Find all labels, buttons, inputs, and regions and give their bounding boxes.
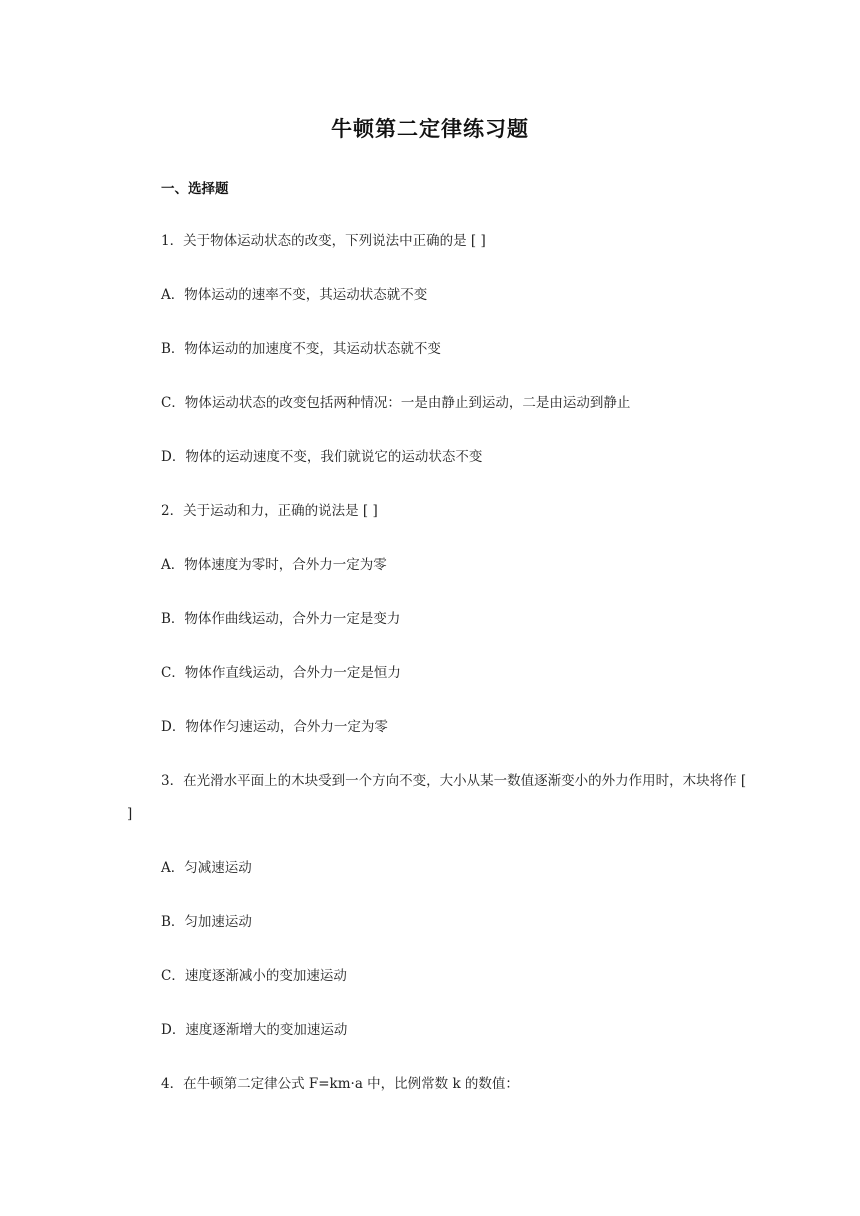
question-2-option-b: B．物体作曲线运动，合外力一定是变力: [161, 611, 401, 627]
question-4-stem: 4．在牛顿第二定律公式 F=km·a 中，比例常数 k 的数值：: [161, 1076, 519, 1092]
question-1-stem: 1．关于物体运动状态的改变，下列说法中正确的是 [ ]: [161, 233, 486, 249]
question-3-option-a: A．匀减速运动: [161, 860, 252, 876]
document-title: 牛顿第二定律练习题: [331, 117, 529, 141]
question-3-option-b: B．匀加速运动: [161, 914, 252, 930]
question-1-option-a: A．物体运动的速率不变，其运动状态就不变: [161, 287, 428, 303]
question-3-option-c: C．速度逐渐减小的变加速运动: [161, 968, 347, 984]
question-3-stem: 3．在光滑水平面上的木块受到一个方向不变，大小从某一数值逐渐变小的外力作用时，木块将作 [ ]: [127, 773, 747, 822]
question-2-option-d: D．物体作匀速运动，合外力一定为零: [161, 719, 388, 735]
question-3-option-d: D．速度逐渐增大的变加速运动: [161, 1022, 348, 1038]
question-2-option-a: A．物体速度为零时，合外力一定为零: [161, 557, 387, 573]
question-1-option-b: B．物体运动的加速度不变，其运动状态就不变: [161, 341, 441, 357]
question-1-option-d: D．物体的运动速度不变，我们就说它的运动状态不变: [161, 449, 483, 465]
question-2-stem: 2．关于运动和力，正确的说法是 [ ]: [161, 503, 378, 519]
question-1-option-c: C．物体运动状态的改变包括两种情况：一是由静止到运动，二是由运动到静止: [161, 395, 631, 411]
section-heading: 一、选择题: [161, 181, 229, 197]
question-2-option-c: C．物体作直线运动，合外力一定是恒力: [161, 665, 401, 681]
